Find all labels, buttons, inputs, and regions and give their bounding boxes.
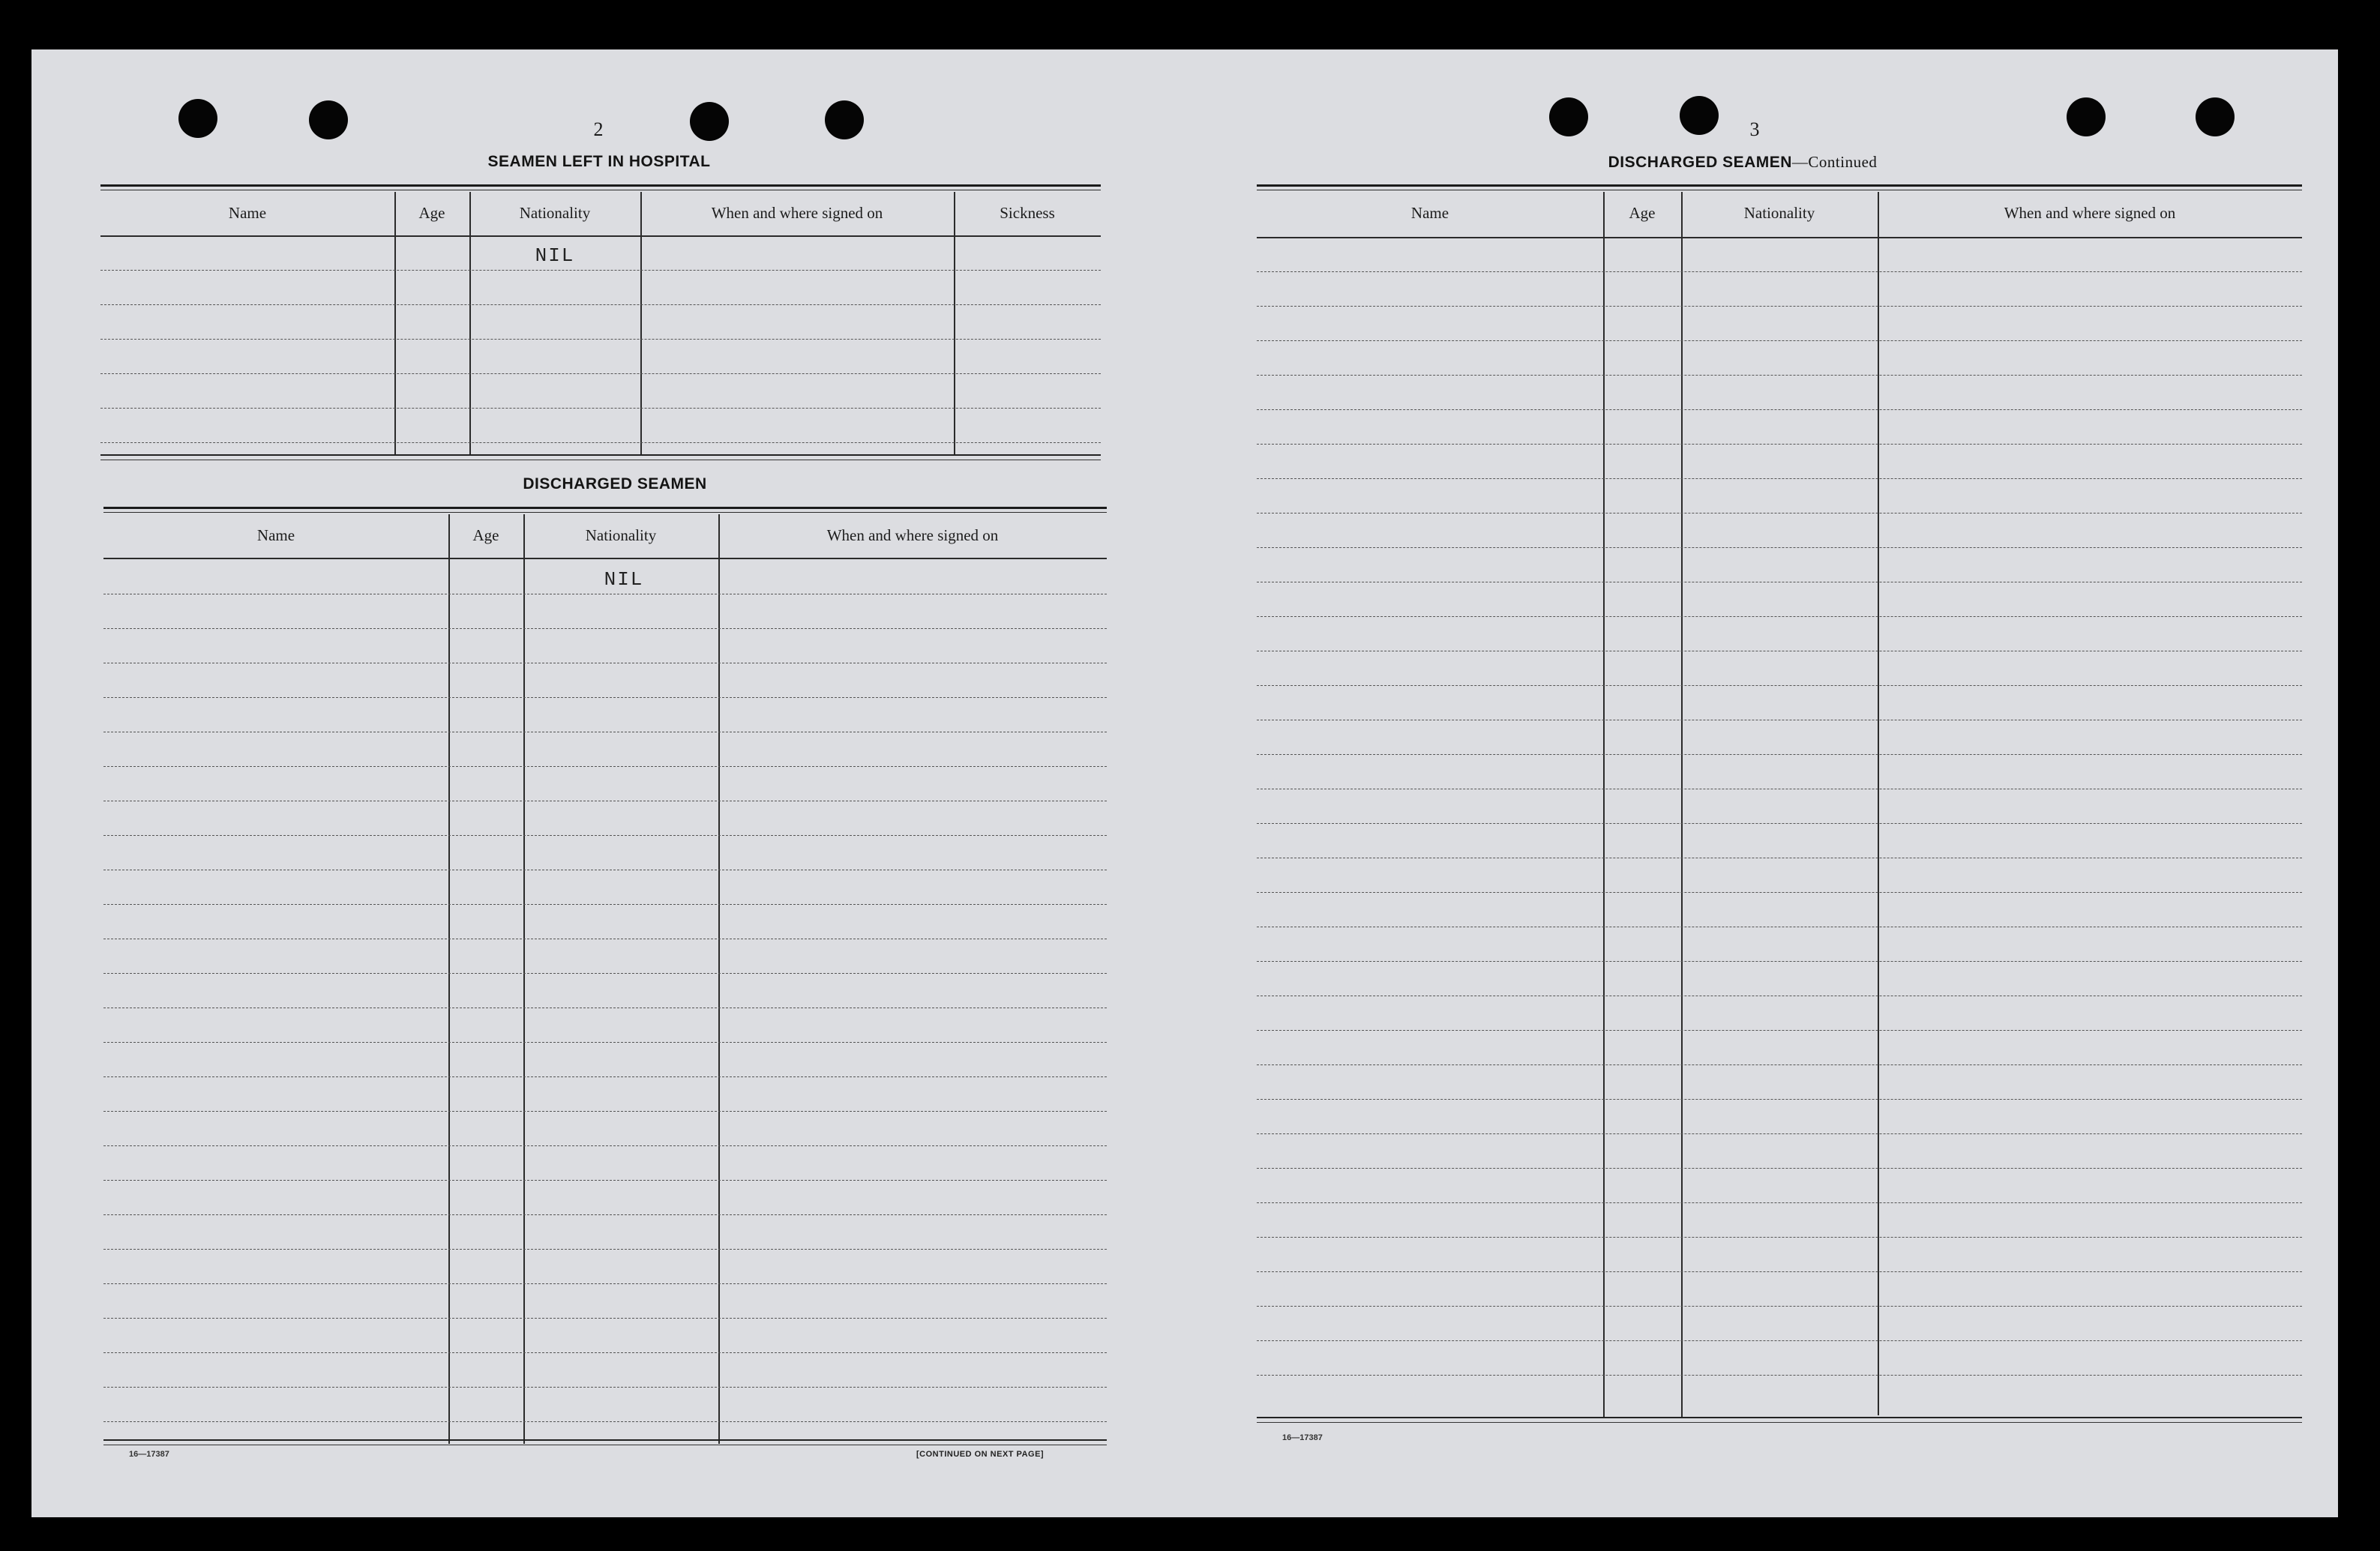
title-suffix: —Continued	[1791, 153, 1878, 171]
page-number-right: 3	[1749, 118, 1760, 140]
col-header-name: Name	[1410, 204, 1449, 222]
continued-note: [CONTINUED ON NEXT PAGE]	[916, 1450, 1045, 1459]
hospital-table	[100, 184, 1101, 507]
col-header-name: Name	[228, 204, 267, 222]
col-header-signed-on: When and where signed on	[2004, 204, 2176, 222]
col-header-name: Name	[256, 526, 295, 544]
form-number-left: 16—17387	[129, 1450, 169, 1459]
punch-hole	[690, 102, 729, 141]
col-header-signed-on: When and where signed on	[711, 204, 883, 222]
punch-hole	[309, 100, 348, 139]
col-header-age: Age	[472, 526, 499, 544]
col-header-nationality: Nationality	[585, 526, 657, 544]
punch-hole	[2067, 97, 2106, 136]
page-number-left: 2	[593, 118, 604, 140]
form-number-right: 16—17387	[1282, 1433, 1323, 1442]
title-main: DISCHARGED SEAMEN	[1608, 154, 1792, 171]
discharged-table-right	[1257, 184, 2302, 1474]
punch-hole	[1549, 97, 1588, 136]
col-header-age: Age	[418, 204, 445, 222]
punch-hole	[825, 100, 864, 139]
col-header-age: Age	[1629, 204, 1656, 222]
punch-hole	[1680, 96, 1719, 135]
punch-hole	[178, 99, 217, 138]
col-header-nationality: Nationality	[1743, 204, 1815, 222]
hospital-nationality-entry: NIL	[535, 244, 575, 267]
discharged-section-title: DISCHARGED SEAMEN	[523, 475, 707, 493]
col-header-nationality: Nationality	[519, 204, 591, 222]
discharged-nationality-entry: NIL	[604, 568, 644, 591]
punch-hole	[2196, 97, 2235, 136]
discharged-continued-title	[1608, 153, 1878, 172]
hospital-section-title: SEAMEN LEFT IN HOSPITAL	[487, 153, 711, 170]
discharged-table-left	[103, 507, 1107, 1489]
ledger-sheet	[31, 49, 2338, 1517]
col-header-sickness: Sickness	[1000, 204, 1055, 222]
col-header-signed-on: When and where signed on	[826, 526, 999, 544]
